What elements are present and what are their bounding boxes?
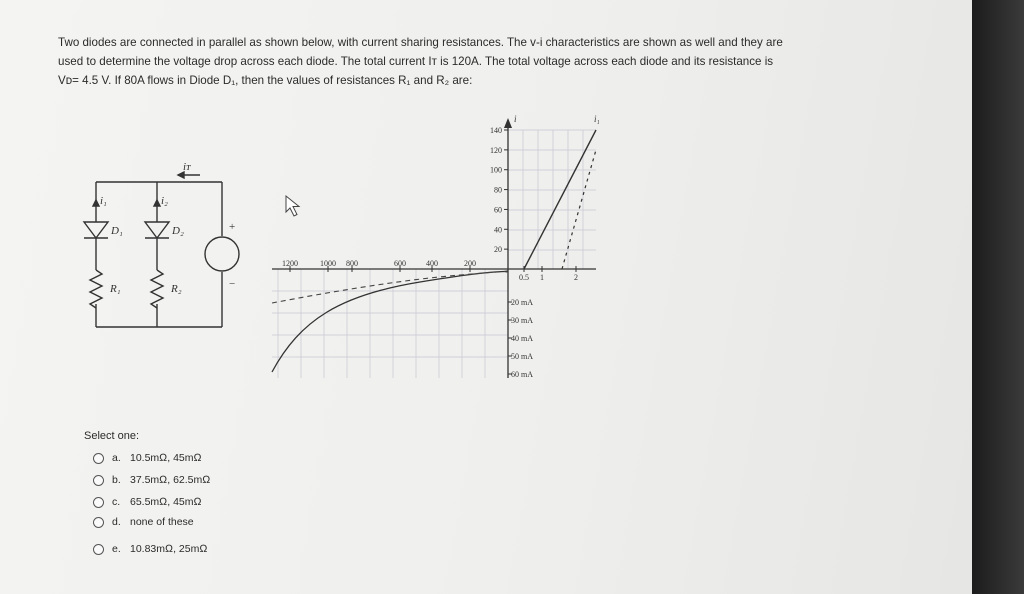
question-line-1: Two diodes are connected in parallel as shown below, with current sharing resistances. The v-i characteristics are shown as well and they are	[58, 36, 783, 49]
diode1-icon	[84, 222, 108, 238]
mouse-cursor-icon	[286, 196, 299, 216]
neg-i-tick-label: 60 mA	[511, 370, 533, 379]
option-e-radio[interactable]	[93, 544, 104, 555]
option-d[interactable]	[93, 516, 194, 528]
option-b[interactable]	[93, 474, 210, 486]
option-c[interactable]	[93, 496, 202, 508]
forward-curve-solid	[524, 130, 596, 269]
minus-label: −	[229, 278, 236, 290]
option-a-radio[interactable]	[93, 453, 104, 464]
neg-i-tick-label: 50 mA	[511, 352, 533, 361]
y-axis-label: i	[514, 114, 517, 124]
y-axis-arrow-icon	[504, 118, 512, 128]
option-c-radio[interactable]	[93, 497, 104, 508]
diode2-icon	[145, 222, 169, 238]
plus-label: +	[229, 221, 236, 233]
option-e-text: 10.83mΩ, 25mΩ	[130, 543, 208, 555]
option-c-letter: c.	[112, 496, 121, 508]
y-tick-label: 120	[490, 145, 502, 155]
option-c-text: 65.5mΩ, 45mΩ	[130, 496, 202, 508]
x-neg-tick-label: 1000	[320, 259, 336, 268]
select-one-label: Select one:	[84, 430, 140, 442]
option-b-letter: b.	[112, 474, 121, 486]
voltage-source-icon	[205, 237, 239, 271]
D2-label: D₂	[172, 225, 184, 237]
x-pos-tick-label: 1	[540, 273, 544, 282]
option-b-radio[interactable]	[93, 475, 104, 486]
R1-label: R₁	[110, 283, 121, 295]
option-a[interactable]	[93, 452, 202, 464]
resistor1-icon	[90, 270, 102, 308]
R2-label: R₂	[171, 283, 182, 295]
option-a-text: 10.5mΩ, 45mΩ	[130, 452, 202, 464]
question-line-3: Vᴅ= 4.5 V. If 80A flows in Diode D₁, then the values of resistances R₁ and R₂ are:	[58, 74, 473, 87]
y2-axis-label: i₁	[594, 114, 600, 124]
neg-i-tick-label: 30 mA	[511, 316, 533, 325]
x-neg-tick-label: 400	[426, 259, 438, 268]
x-pos-tick-label: 2	[574, 273, 578, 282]
x-neg-tick-label: 600	[394, 259, 406, 268]
i1-arrow-icon	[93, 200, 99, 206]
x-neg-tick-label: 200	[464, 259, 476, 268]
option-d-text: none of these	[130, 516, 194, 528]
forward-curve-dashed	[562, 150, 596, 269]
y-tick-label: 40	[494, 225, 502, 235]
neg-i-tick-label: 20 mA	[511, 298, 533, 307]
y-tick-label: 60	[494, 205, 502, 215]
option-e[interactable]	[93, 543, 207, 555]
vi-chart	[272, 114, 600, 379]
x-pos-tick-label: 0.5	[519, 273, 529, 282]
screen-edge	[972, 0, 1024, 594]
y-tick-label: 100	[490, 165, 502, 175]
question-line-2: used to determine the voltage drop across each diode. The total current Iᴛ is 120A. The total voltage across each diode and its resistance is	[58, 55, 774, 68]
i2-label: i₂	[161, 195, 168, 207]
y-tick-label: 140	[490, 126, 502, 135]
resistor2-icon	[151, 270, 163, 308]
iT-label: iᴛ	[183, 161, 191, 173]
option-e-letter: e.	[112, 543, 121, 555]
y-tick-label: 80	[494, 185, 502, 195]
option-a-letter: a.	[112, 452, 121, 464]
D1-label: D₁	[111, 225, 123, 237]
i1-label: i₁	[100, 195, 107, 207]
option-d-letter: d.	[112, 516, 121, 528]
option-d-radio[interactable]	[93, 517, 104, 528]
i2-arrow-icon	[154, 200, 160, 206]
x-neg-tick-label: 1200	[282, 259, 298, 268]
y-tick-label: 20	[494, 245, 502, 255]
option-b-text: 37.5mΩ, 62.5mΩ	[130, 474, 211, 486]
x-neg-tick-label: 800	[346, 259, 358, 268]
neg-i-tick-label: 40 mA	[511, 334, 533, 343]
